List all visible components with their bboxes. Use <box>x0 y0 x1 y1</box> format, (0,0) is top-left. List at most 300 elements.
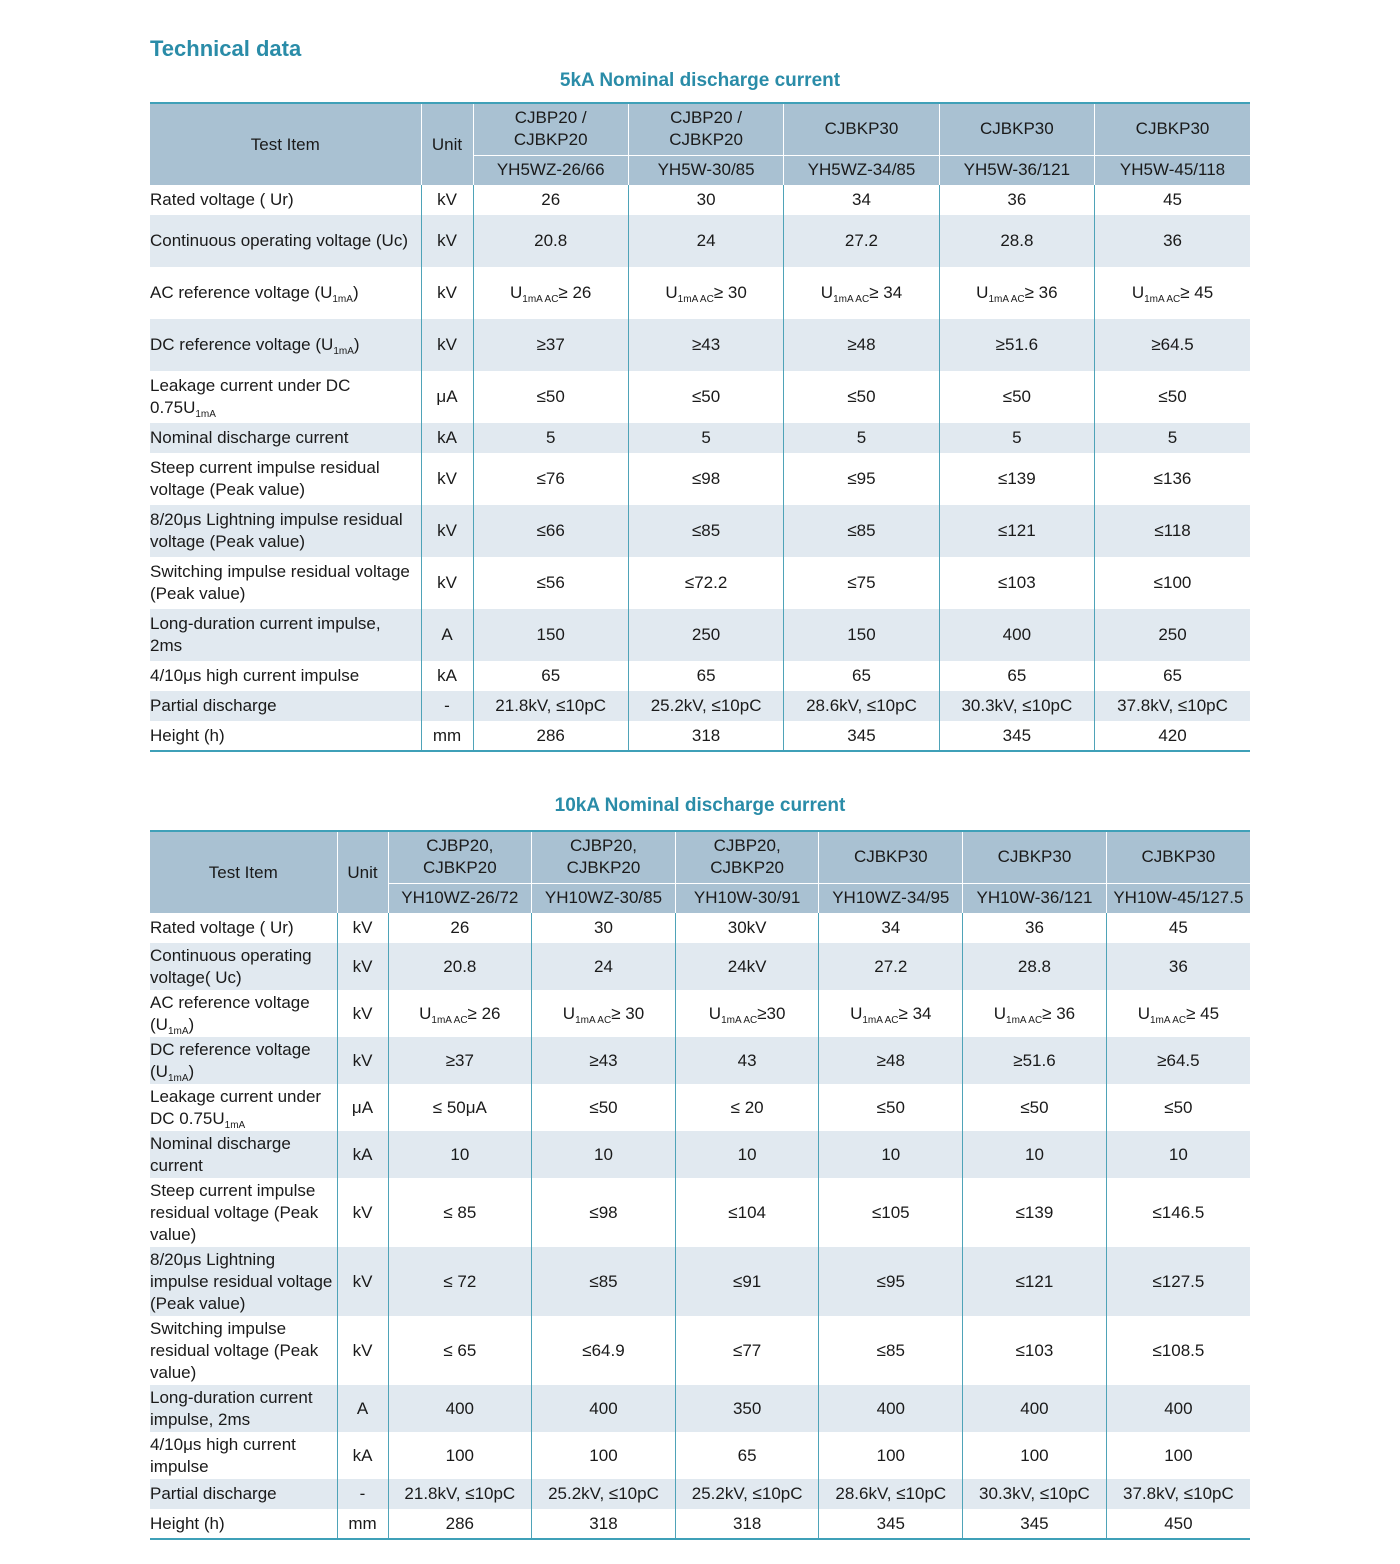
value-cell <box>675 1509 819 1539</box>
value-cell <box>784 267 939 319</box>
value-cell <box>784 505 939 557</box>
value-cell <box>819 1037 963 1084</box>
test-item-subscript: 1mA <box>333 346 354 357</box>
model-code-header: YH5WZ-26/66 <box>473 155 628 185</box>
model-code-header: YH10WZ-34/95 <box>819 883 963 913</box>
value-cell <box>1095 453 1250 505</box>
value-text: ≥30 <box>757 1003 786 1023</box>
value-cell <box>1106 1178 1250 1247</box>
value-prefix: U <box>976 283 989 302</box>
value-cell <box>939 609 1094 661</box>
value-cell <box>939 661 1094 691</box>
unit-cell: kV <box>337 1178 388 1247</box>
model-header <box>1106 831 1250 883</box>
unit-cell: kV <box>337 1037 388 1084</box>
value-cell <box>963 1316 1107 1385</box>
value-cell <box>939 453 1094 505</box>
value-text: 100 <box>1020 1445 1049 1465</box>
value-cell <box>473 661 628 691</box>
table-10ka-caption: 10kA Nominal discharge current <box>554 795 846 816</box>
value-cell <box>963 943 1107 990</box>
table-10ka-header <box>150 831 1250 913</box>
value-cell <box>939 505 1094 557</box>
value-cell <box>388 1131 532 1178</box>
test-item-cell <box>150 1509 337 1539</box>
value-text: 45 <box>1163 190 1182 209</box>
unit-cell: kA <box>421 661 473 691</box>
value-text: 30 <box>696 190 716 209</box>
table-10ka <box>150 830 1250 1540</box>
value-cell <box>939 267 1094 319</box>
unit-cell: - <box>421 691 473 721</box>
value-text: 26 <box>450 918 470 937</box>
test-item-cell <box>150 453 421 505</box>
value-cell <box>628 609 783 661</box>
value-cell <box>784 609 939 661</box>
value-text: 28.8 <box>1017 956 1051 976</box>
value-cell <box>1106 1432 1250 1479</box>
value-cell <box>388 1316 532 1385</box>
test-item-tail: ) <box>188 1061 195 1081</box>
value-cell <box>963 913 1107 943</box>
test-item-subscript: 1mA <box>224 1119 246 1131</box>
value-text: ≤64.9 <box>582 1340 625 1360</box>
value-text: 36 <box>1168 956 1188 976</box>
page-title: Technical data <box>150 36 302 61</box>
value-text: ≤146.5 <box>1152 1202 1205 1222</box>
value-text: 345 <box>1020 1513 1049 1533</box>
value-cell <box>473 721 628 751</box>
unit-cell: kV <box>421 319 473 371</box>
value-text: ≤ 85 <box>443 1202 477 1222</box>
value-cell <box>1106 1479 1250 1509</box>
value-cell <box>628 423 783 453</box>
unit-cell: kV <box>337 913 388 943</box>
test-item-cell <box>150 691 421 721</box>
value-text: ≥ 36 <box>1024 283 1058 302</box>
test-item-label: Steep current impulse residual voltage (Peak value) <box>150 458 380 499</box>
value-cell <box>939 371 1094 423</box>
model-code-header: YH5W-30/85 <box>628 155 783 185</box>
value-cell <box>628 557 783 609</box>
value-text: 345 <box>1002 725 1032 745</box>
value-text: ≥48 <box>847 335 876 354</box>
value-cell <box>473 557 628 609</box>
value-cell <box>532 1385 676 1432</box>
value-prefix: U <box>993 1003 1007 1023</box>
value-text: 28.6kV, ≤10pC <box>806 696 917 715</box>
value-cell <box>473 185 628 215</box>
value-cell <box>628 505 783 557</box>
value-cell <box>1106 1385 1250 1432</box>
value-subscript: 1mA AC <box>677 294 714 305</box>
table-row <box>150 1509 1250 1539</box>
value-text: ≤66 <box>536 521 565 540</box>
value-cell <box>675 1479 819 1509</box>
value-text: 34 <box>881 918 901 937</box>
value-cell <box>1095 721 1250 751</box>
value-cell <box>532 1131 676 1178</box>
value-text: 65 <box>852 666 871 685</box>
value-text: ≤95 <box>876 1271 905 1291</box>
value-text: 65 <box>1007 666 1027 685</box>
test-item-label: AC reference voltage (U <box>150 283 333 302</box>
value-text: ≤139 <box>1015 1202 1054 1222</box>
unit-cell: kV <box>421 267 473 319</box>
table-row <box>150 990 1250 1037</box>
value-cell <box>819 990 963 1037</box>
value-text: 27.2 <box>844 231 879 250</box>
value-cell <box>388 1509 532 1539</box>
model-name-line: CJBKP30 <box>980 119 1054 139</box>
model-name-line: CJBKP20 <box>669 130 743 150</box>
model-code-header: YH5W-45/118 <box>1095 155 1250 185</box>
test-item-cell <box>150 371 421 423</box>
test-item-tail: ) <box>353 335 360 354</box>
test-item-label: Leakage current under DC 0.75U <box>150 1086 322 1128</box>
value-cell <box>532 1247 676 1316</box>
value-cell <box>388 1247 532 1316</box>
test-item-label: Rated voltage ( Ur) <box>150 190 294 209</box>
model-header <box>628 103 783 155</box>
value-cell <box>939 185 1094 215</box>
model-header <box>819 831 963 883</box>
value-cell <box>532 913 676 943</box>
value-cell <box>628 319 783 371</box>
value-text: ≤72.2 <box>684 573 728 592</box>
test-item-label: 8/20μs Lightning impulse residual voltage (Peak value) <box>150 1249 333 1313</box>
test-item-cell <box>150 913 337 943</box>
test-item-label: DC reference voltage (U <box>150 1039 311 1081</box>
value-cell <box>819 943 963 990</box>
test-item-label: DC reference voltage (U <box>150 335 334 354</box>
value-text: 150 <box>536 625 565 644</box>
value-cell <box>784 453 939 505</box>
value-cell <box>963 1178 1107 1247</box>
model-name-line: CJBP20, <box>569 836 638 856</box>
value-cell <box>675 1432 819 1479</box>
value-text: ≤136 <box>1153 469 1192 488</box>
unit-cell: kV <box>421 557 473 609</box>
model-name-line: CJBP20, <box>426 836 494 856</box>
table-5ka-body <box>150 185 1250 751</box>
unit-cell: kV <box>337 1316 388 1385</box>
table-row <box>150 505 1250 557</box>
table-row <box>150 1084 1250 1131</box>
test-item-label: Leakage current under DC 0.75U <box>150 376 351 417</box>
test-item-tail: ) <box>188 1014 195 1034</box>
value-cell <box>473 215 628 267</box>
model-name-line: CJBP20, <box>713 836 781 856</box>
model-name-line: CJBKP30 <box>824 119 899 139</box>
value-text: 65 <box>737 1445 757 1465</box>
test-item-header: Test Item <box>150 831 337 913</box>
value-cell <box>1106 1247 1250 1316</box>
value-cell <box>784 215 939 267</box>
test-item-cell <box>150 1178 337 1247</box>
value-cell <box>532 990 676 1037</box>
value-text: 37.8kV, ≤10pC <box>1122 1484 1234 1503</box>
value-text: ≤50 <box>876 1097 905 1117</box>
value-text: ≤50 <box>847 387 876 406</box>
value-text: ≥ 34 <box>898 1003 932 1023</box>
unit-cell: kA <box>337 1432 388 1479</box>
value-cell <box>1095 185 1250 215</box>
value-cell <box>1106 1037 1250 1084</box>
unit-cell: kA <box>337 1131 388 1178</box>
value-text: ≥ 30 <box>611 1003 645 1023</box>
value-text: 28.6kV, ≤10pC <box>835 1484 947 1503</box>
value-text: 43 <box>737 1050 757 1070</box>
model-code-header: YH10W-36/121 <box>963 883 1107 913</box>
value-text: 36 <box>1024 918 1044 937</box>
value-cell <box>819 1432 963 1479</box>
value-cell <box>784 319 939 371</box>
value-text: ≥37 <box>536 335 565 354</box>
value-cell <box>1106 990 1250 1037</box>
table-5ka-header <box>150 103 1250 185</box>
model-name-line: CJBKP20 <box>710 858 784 878</box>
value-prefix: U <box>1137 1003 1150 1023</box>
test-item-cell <box>150 661 421 691</box>
test-item-cell <box>150 215 421 267</box>
model-name-line: CJBKP30 <box>1141 847 1216 867</box>
value-text: 26 <box>541 190 561 209</box>
value-cell <box>473 371 628 423</box>
value-text: ≤50 <box>1002 387 1031 406</box>
value-text: ≤ 50μA <box>432 1097 487 1117</box>
value-text: ≥ 26 <box>467 1003 501 1023</box>
test-item-label: Nominal discharge current <box>150 1133 291 1175</box>
value-cell <box>819 1509 963 1539</box>
value-text: 286 <box>536 725 565 745</box>
value-prefix: U <box>510 283 523 302</box>
value-cell <box>675 990 819 1037</box>
value-text: ≤ 72 <box>443 1271 477 1291</box>
unit-cell: mm <box>421 721 473 751</box>
table-row <box>150 371 1250 423</box>
value-text: ≤104 <box>728 1202 766 1222</box>
value-cell <box>675 913 819 943</box>
table-row <box>150 1316 1250 1385</box>
value-cell <box>532 943 676 990</box>
value-text: ≤75 <box>847 573 876 592</box>
value-cell <box>1095 423 1250 453</box>
test-item-cell <box>150 721 421 751</box>
value-cell <box>532 1432 676 1479</box>
test-item-label: 4/10μs high current impulse <box>150 666 360 685</box>
value-cell <box>628 267 783 319</box>
value-text: 30.3kV, ≤10pC <box>979 1484 1090 1503</box>
value-cell <box>388 1479 532 1509</box>
value-cell <box>784 721 939 751</box>
value-subscript: 1mA AC <box>1006 1014 1043 1026</box>
value-text: ≥ 45 <box>1180 283 1214 302</box>
value-text: 345 <box>847 725 876 745</box>
value-text: 400 <box>876 1398 905 1418</box>
value-text: ≥ 34 <box>869 283 903 302</box>
value-prefix: U <box>850 1003 863 1023</box>
value-text: ≤85 <box>847 521 876 540</box>
value-cell <box>628 721 783 751</box>
value-text: ≤139 <box>998 469 1036 488</box>
value-cell <box>784 185 939 215</box>
test-item-tail: ) <box>352 283 359 302</box>
value-cell <box>963 1385 1107 1432</box>
value-text: ≥43 <box>589 1050 618 1070</box>
value-text: ≥64.5 <box>1151 335 1194 354</box>
value-text: 36 <box>1007 190 1027 209</box>
value-cell <box>675 1316 819 1385</box>
value-cell <box>532 1509 676 1539</box>
test-item-label: Height (h) <box>150 725 225 745</box>
table-row <box>150 1037 1250 1084</box>
value-cell <box>1095 267 1250 319</box>
value-cell <box>963 1131 1107 1178</box>
unit-cell: kV <box>421 215 473 267</box>
test-item-label: Partial discharge <box>150 696 277 715</box>
value-text: 25.2kV, ≤10pC <box>548 1484 659 1503</box>
unit-cell: mm <box>337 1509 388 1539</box>
value-cell <box>1106 1509 1250 1539</box>
value-text: ≤100 <box>1153 573 1192 592</box>
value-cell <box>963 1479 1107 1509</box>
value-cell <box>532 1178 676 1247</box>
value-cell <box>784 371 939 423</box>
test-item-label: Long-duration current impulse, 2ms <box>150 1387 313 1429</box>
test-item-label: Partial discharge <box>150 1484 277 1503</box>
value-text: 318 <box>732 1513 762 1533</box>
model-name-line: CJBKP20 <box>422 858 497 878</box>
value-text: 318 <box>589 1513 618 1533</box>
value-text: 400 <box>445 1398 475 1418</box>
model-name-line: CJBP20 / <box>514 108 587 128</box>
test-item-label: Height (h) <box>150 1513 225 1533</box>
value-text: 400 <box>1164 1398 1193 1418</box>
value-text: 45 <box>1168 918 1188 937</box>
value-cell <box>1106 1316 1250 1385</box>
unit-cell: A <box>421 609 473 661</box>
table-row <box>150 185 1250 215</box>
model-header <box>1095 103 1250 155</box>
value-text: ≥ 30 <box>713 283 747 302</box>
value-text: 21.8kV, ≤10pC <box>404 1484 516 1503</box>
test-item-label: 8/20μs Lightning impulse residual voltage (Peak value) <box>150 510 403 551</box>
value-text: ≥ 36 <box>1042 1003 1076 1023</box>
value-cell <box>1095 371 1250 423</box>
test-item-cell <box>150 1037 337 1084</box>
value-cell <box>473 319 628 371</box>
test-item-label: Rated voltage ( Ur) <box>150 918 294 937</box>
value-subscript: 1mA AC <box>1144 294 1181 305</box>
value-cell <box>784 557 939 609</box>
value-text: 65 <box>1163 666 1182 685</box>
model-code-header: YH5W-36/121 <box>939 155 1094 185</box>
unit-cell: kV <box>421 185 473 215</box>
value-cell <box>628 691 783 721</box>
value-text: ≤103 <box>998 573 1036 592</box>
value-text: ≤103 <box>1015 1340 1054 1360</box>
value-cell <box>532 1479 676 1509</box>
test-item-cell <box>150 990 337 1037</box>
value-cell <box>675 1178 819 1247</box>
value-cell <box>675 1084 819 1131</box>
test-item-cell <box>150 1316 337 1385</box>
value-cell <box>628 453 783 505</box>
test-item-label: Continuous operating voltage( Uc) <box>150 945 312 987</box>
value-cell <box>819 1084 963 1131</box>
value-text: ≥43 <box>691 335 721 354</box>
value-text: 10 <box>594 1144 613 1164</box>
test-item-subscript: 1mA <box>167 1025 189 1037</box>
value-cell <box>473 505 628 557</box>
value-text: 24 <box>594 956 613 976</box>
unit-cell: - <box>337 1479 388 1509</box>
value-cell <box>1095 691 1250 721</box>
value-text: 100 <box>445 1445 475 1465</box>
test-item-subscript: 1mA <box>332 294 353 305</box>
value-text: 65 <box>696 666 716 685</box>
unit-cell: kV <box>421 505 473 557</box>
value-cell <box>473 691 628 721</box>
value-cell <box>388 990 532 1037</box>
model-code-header: YH5WZ-34/85 <box>784 155 939 185</box>
value-cell <box>628 215 783 267</box>
test-item-cell <box>150 423 421 453</box>
value-cell <box>819 1316 963 1385</box>
value-cell <box>675 943 819 990</box>
value-text: 450 <box>1164 1513 1193 1533</box>
value-text: ≤ 65 <box>443 1340 477 1360</box>
value-cell <box>388 943 532 990</box>
value-cell <box>1095 319 1250 371</box>
value-text: ≤50 <box>691 387 721 406</box>
value-cell <box>1106 943 1250 990</box>
value-cell <box>473 609 628 661</box>
value-text: 400 <box>1020 1398 1049 1418</box>
value-text: 5 <box>1012 428 1022 447</box>
value-text: 10 <box>1024 1144 1044 1164</box>
value-cell <box>388 1385 532 1432</box>
model-header <box>388 831 532 883</box>
unit-cell: μA <box>421 371 473 423</box>
value-text: 28.8 <box>1000 231 1034 250</box>
value-text: 400 <box>589 1398 618 1418</box>
value-text: 100 <box>589 1445 618 1465</box>
value-cell <box>939 721 1094 751</box>
model-name-line: CJBKP20 <box>513 130 588 150</box>
value-cell <box>473 423 628 453</box>
value-cell <box>388 1178 532 1247</box>
test-item-label: Steep current impulse residual voltage (Peak value) <box>150 1180 319 1244</box>
unit-header: Unit <box>421 103 473 185</box>
value-cell <box>628 371 783 423</box>
value-text: ≤121 <box>1015 1271 1054 1291</box>
value-text: 250 <box>691 625 721 644</box>
value-cell <box>939 319 1094 371</box>
table-row <box>150 267 1250 319</box>
test-item-cell <box>150 943 337 990</box>
value-text: ≤85 <box>589 1271 618 1291</box>
test-item-cell <box>150 267 421 319</box>
value-text: 25.2kV, ≤10pC <box>691 1484 803 1503</box>
model-header <box>784 103 939 155</box>
value-text: ≥51.6 <box>1013 1050 1056 1070</box>
test-item-cell <box>150 505 421 557</box>
value-cell <box>1095 557 1250 609</box>
value-text: 5 <box>701 428 711 447</box>
value-text: 10 <box>881 1144 901 1164</box>
